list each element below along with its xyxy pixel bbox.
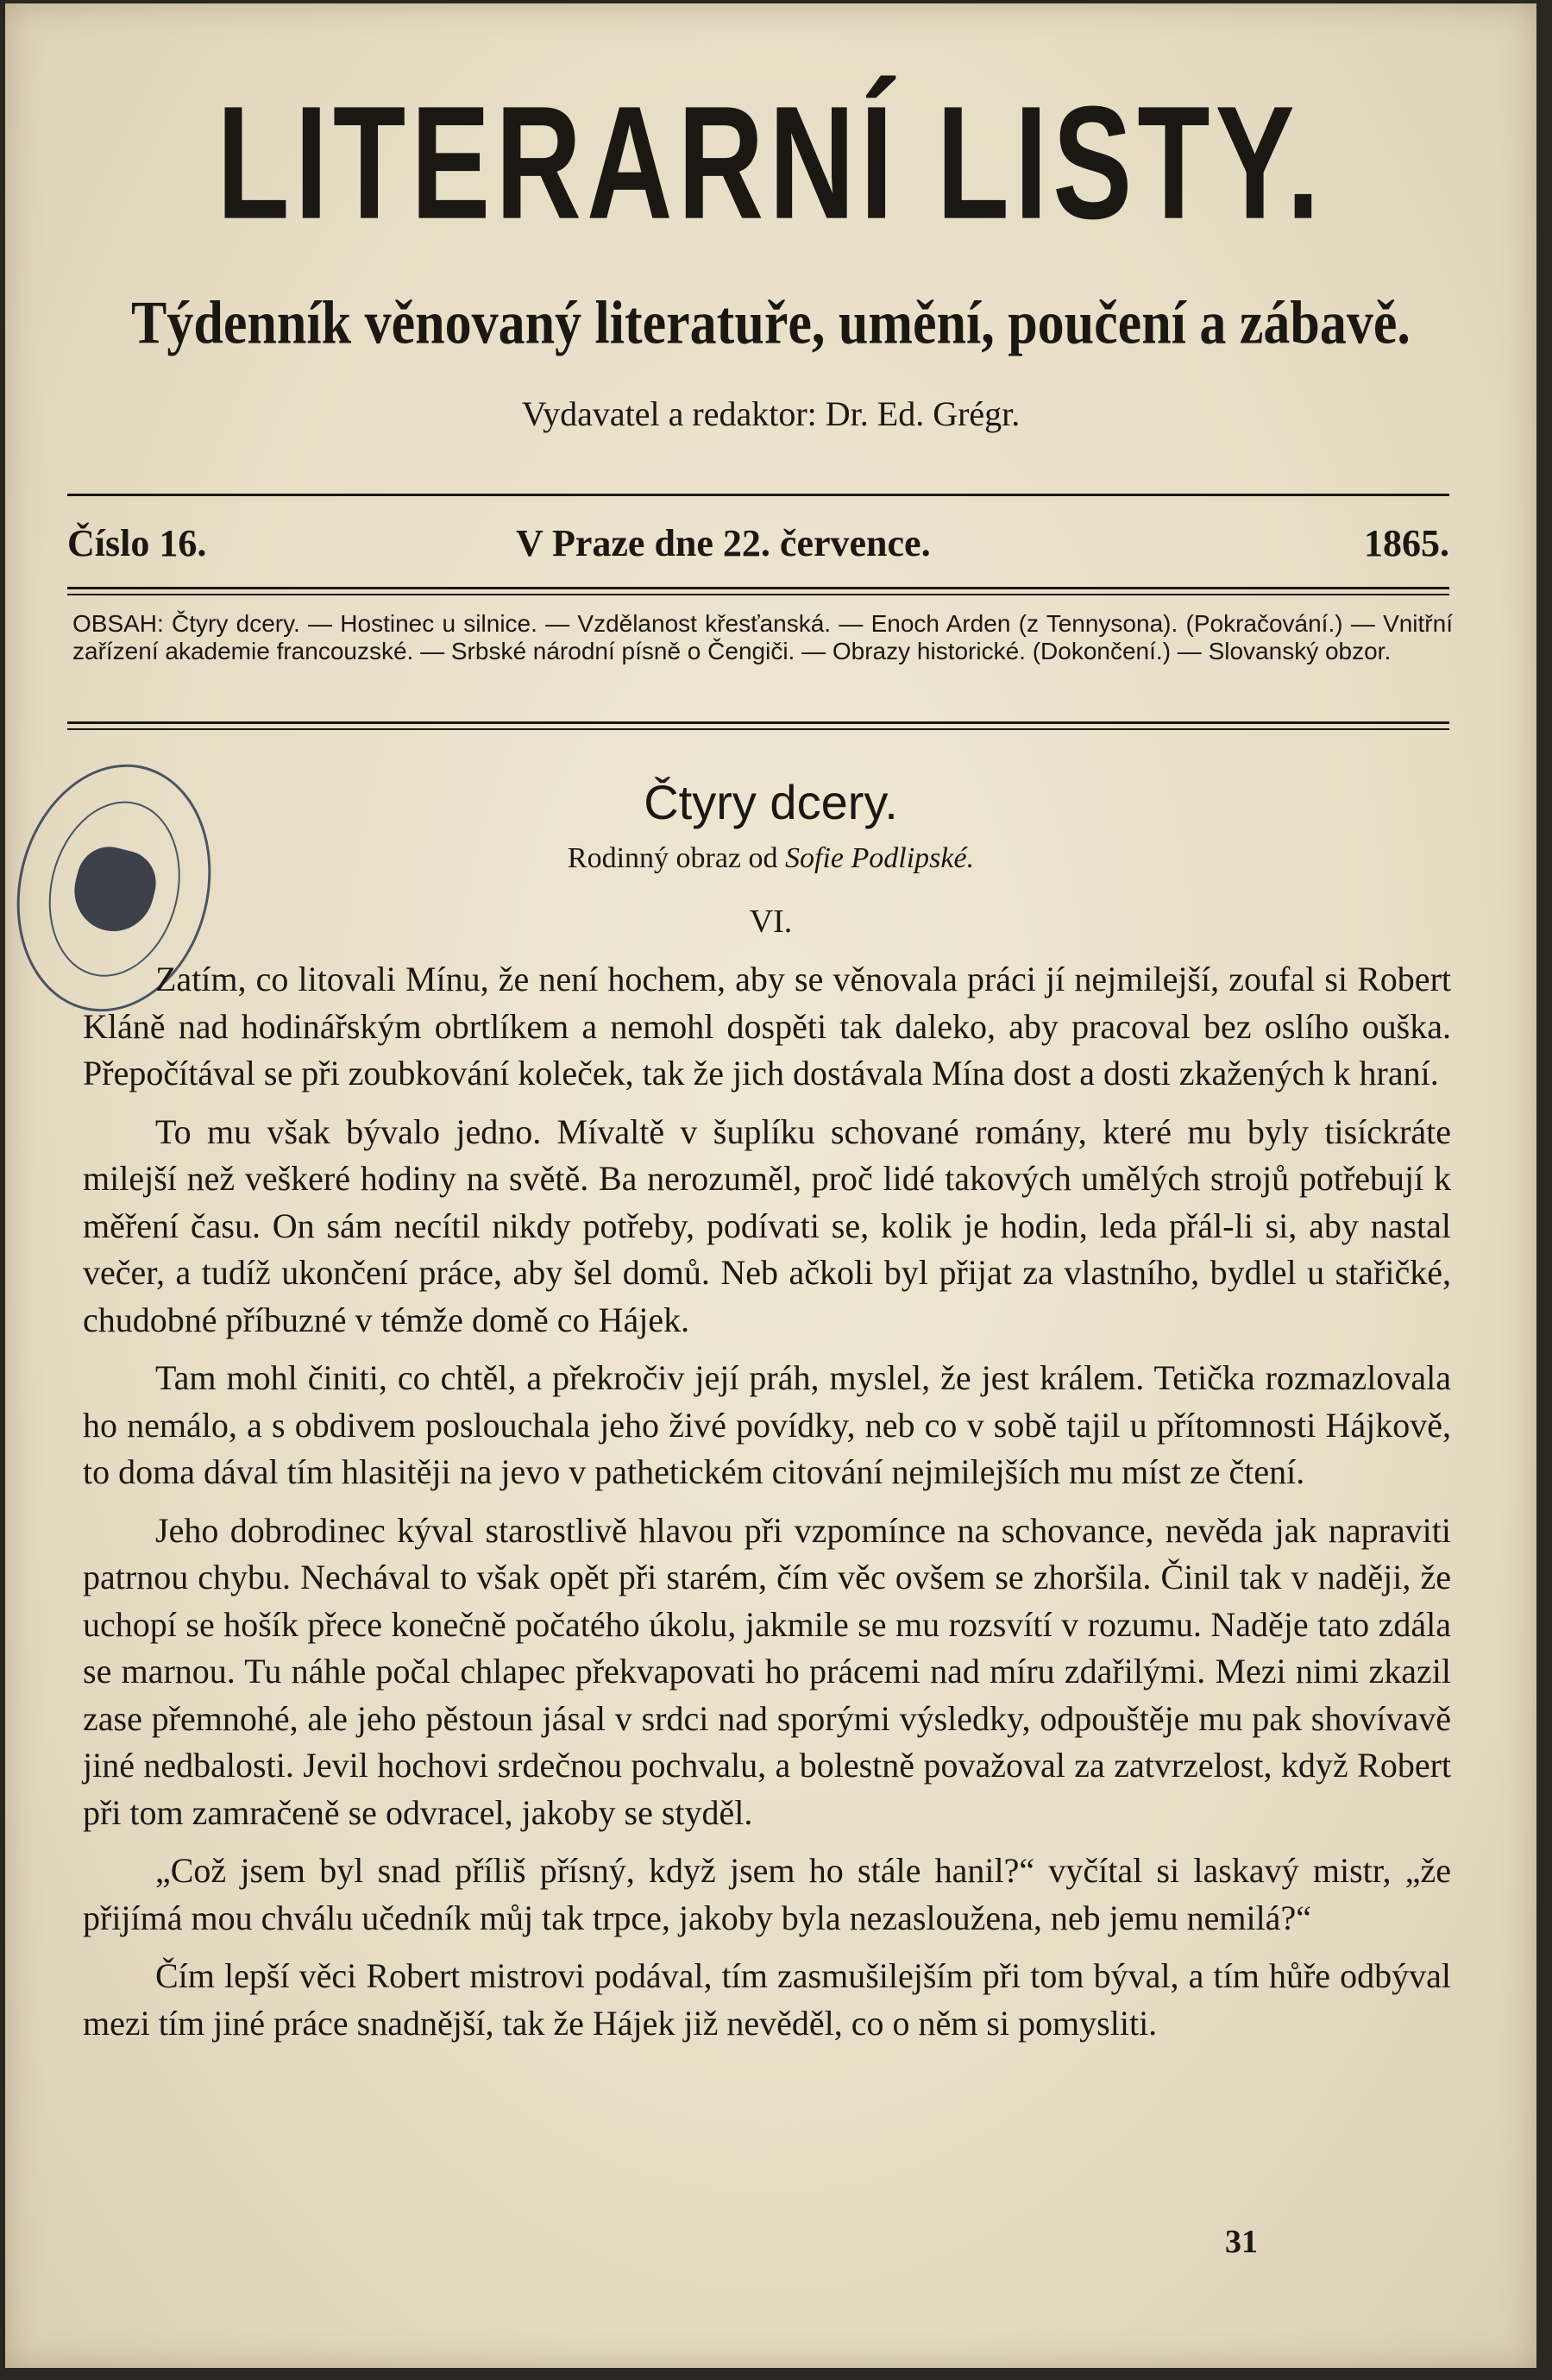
article-title: Čtyry dcery.	[644, 775, 898, 829]
paragraph: „Což jsem byl snad příliš přísný, když jsem ho stále hanil?“ vyčítal si laskavý mistr, „že přijímá mou chválu učedník můj tak trpce, jakoby byla nezasloužena, neb jemu nemilá?“	[83, 1851, 1451, 1937]
issue-year: 1865.	[1364, 522, 1449, 564]
issue-number: Číslo 16.	[67, 522, 207, 564]
paragraph: To mu však bývalo jedno. Mívaltě v šuplíku schované romány, které mu byly tisíckráte milejší než veškeré hodiny na světě. Ba nerozuměl, proč lidé takových umělých strojů potřebují k měření času. On sám necítil nikdy potřeby, podívati se, kolik je hodin, leda přál-li si, aby nastal večer, a tudíž ukončení práce, aby šel domů. Neb ačkoli byl přijat za vlastního, bydlel u stařičké, chudobné příbuzné v témže domě co Hájek.	[83, 1111, 1451, 1339]
contents-rule-top	[67, 587, 1449, 589]
paragraph: Zatím, co litovali Mínu, že není hochem, aby se věnovala práci jí nejmilejší, zoufal si Robert Kláně nad hodinářským obrtlíkem a nemohl dospěti tak daleko, aby pracoval bez oslího ouška. Přepočítával se při zoubkování koleček, tak že jich dostávala Mína dost a dosti zkažených k hraní.	[83, 960, 1451, 1092]
paragraph: Čím lepší věci Robert mistrovi podával, tím zasmušilejším při tom býval, a tím hůře odbýval mezi tím jiné práce snadnější, tak že Hájek již nevěděl, co o něm si pomysliti.	[83, 1956, 1451, 2043]
article-author: Sofie Podlipské.	[785, 842, 975, 874]
issue-place-date: V Praze dne 22. července.	[516, 522, 931, 564]
paragraph: Jeho dobrodinec kýval starostlivě hlavou při vzpomínce na schovance, nevěda jak napraviti patrnou chybu. Nechával to však opět při starém, čím věc ovšem se zhoršila. Činil tak v naději, že uchopí se hošík přece konečně počatého úkolu, jakmile se mu rozsvítí v rozumu. Naděje tato zdála se marnou. Tu náhle počal chlapec překvapovati ho prácemi nad míru zdařilými. Mezi nimi zkazil zase přemnohé, ale jeho pěstoun jásal v srdci nad sporými výsledky, odpouštěje mu pak shovívavě jiné nedbalosti. Jevil hochovi srdečnou pochvalu, a bolestně považoval za zatvrzelost, když Robert při tom zamračeně se odvracel, jakoby se styděl.	[83, 1510, 1451, 1832]
article-byline	[5, 842, 1536, 875]
contents-rule-bottom-thin	[67, 728, 1449, 730]
paragraph: Tam mohl činiti, co chtěl, a překročiv její práh, myslel, že jest králem. Tetička rozmazlovala ho nemálo, a s obdivem poslouchala jeho živé povídky, neb co v sobě tajil u přítomnosti Hájkově, to doma dával tím hlasitěji na jevo v pathetickém citování nejmilejších mu míst ze čtení.	[83, 1358, 1451, 1491]
header-rule-top	[67, 494, 1449, 496]
contents-rule-top-thin	[67, 594, 1449, 595]
masthead-title: LITERARNÍ LISTY.	[217, 73, 1325, 254]
page-number: 31	[1225, 2224, 1258, 2260]
article-body	[83, 956, 1451, 2058]
chapter-number: VI.	[749, 904, 793, 940]
masthead-subtitle: Týdenník věnovaný literatuře, umění, poučení a zábavě.	[131, 289, 1411, 357]
contents-rule-bottom	[67, 721, 1449, 724]
publisher-line: Vydavatel a redaktor: Dr. Ed. Grégr.	[521, 394, 1021, 433]
newspaper-page	[5, 3, 1536, 2368]
contents-summary: OBSAH: Čtyry dcery. — Hostinec u silnice. — Vzdělanost křesťanská. — Enoch Arden (z Tennysona). (Pokračování.) — Vnitřní zařízení akademie francouzské. — Srbské národní písně o Čengiči. — Obrazy historické. (Dokončení.) — Slovanský obzor.	[72, 610, 1453, 664]
byline-prefix: Rodinný obraz od	[567, 842, 786, 874]
